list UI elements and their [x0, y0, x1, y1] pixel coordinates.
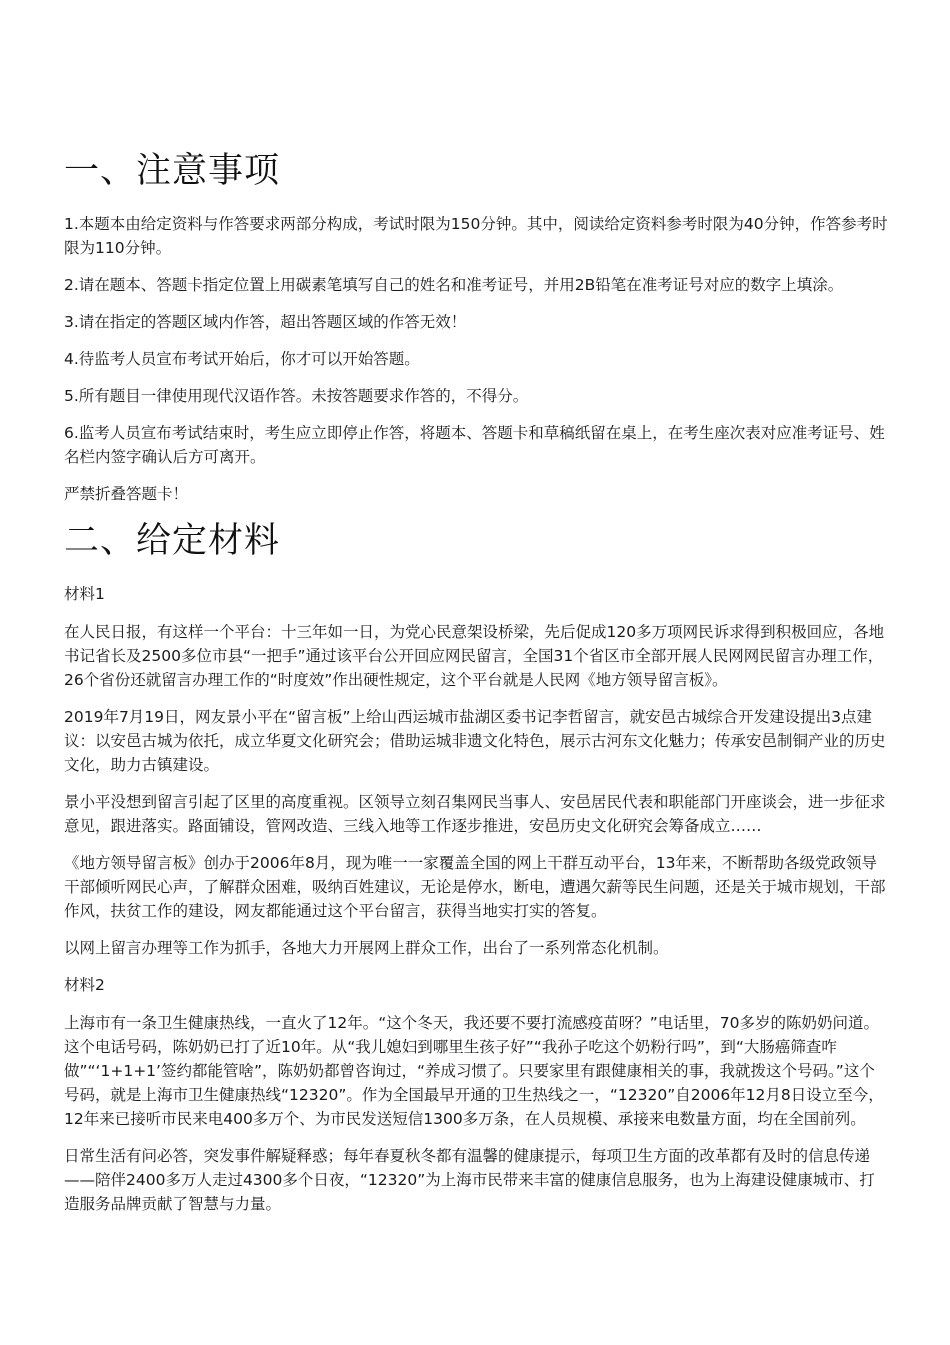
- section-title-materials: 二、给定材料: [64, 521, 281, 561]
- material-1-paragraph: 景小平没想到留言引起了区里的高度重视。区领导立刻召集网民当事人、安邑居民代表和职能部门开座谈会，进一步征求意见，跟进落实。路面铺设，管网改造、三线入地等工作逐步推进，安邑历史文化研究会筹备成立……: [64, 793, 886, 835]
- exam-page: [64, 150, 888, 1229]
- note-item-1: 1.本题本由给定资料与作答要求两部分构成，考试时限为150分钟。其中，阅读给定资料参考时限为40分钟，作答参考时限为110分钟。: [64, 215, 888, 257]
- note-item-2: 2.请在题本、答题卡指定位置上用碳素笔填写自己的姓名和准考证号，并用2B铅笔在准考证号对应的数字上填涂。: [64, 276, 844, 294]
- note-item-6: 6.监考人员宣布考试结束时，考生应立即停止作答，将题本、答题卡和草稿纸留在桌上，在考生座次表对应准考证号、姓名栏内签字确认后方可离开。: [64, 424, 885, 466]
- material-1-paragraph: 以网上留言办理等工作为抓手，各地大力开展网上群众工作，出台了一系列常态化机制。: [64, 939, 669, 957]
- material-2-label: 材料2: [64, 976, 105, 994]
- material-1-paragraph: 在人民日报，有这样一个平台：十三年如一日，为党心民意架设桥梁，先后促成120多万项网民诉求得到积极回应，各地书记省长及2500多位市县“一把手”通过该平台公开回应网民留言，全国31个省区市全部开展人民网网民留言办理工作，26个省份还就留言办理工作的“时度效”作出硬性规定，这个平台就是人民网《地方领导留言板》。: [64, 623, 885, 689]
- material-1-label: 材料1: [64, 585, 105, 603]
- section-title-notes: 一、注意事项: [64, 151, 281, 191]
- note-item-4: 4.待监考人员宣布考试开始后，你才可以开始答题。: [64, 350, 420, 368]
- material-2-paragraph: 上海市有一条卫生健康热线，一直火了12年。“这个冬天，我还要不要打流感疫苗呀？”电话里，70多岁的陈奶奶问道。这个电话号码，陈奶奶已打了近10年。从“我儿媳妇到哪里生孩子好”“我孙子吃这个奶粉行吗”，到“大肠癌筛查咋做”“‘1+1+1’签约都能管啥”，陈奶奶都曾咨询过，“养成习惯了。只要家里有跟健康相关的事，我就拨这个号码。”这个号码，就是上海市卫生健康热线“12320”。作为全国最早开通的卫生热线之一，“12320”自2006年12月8日设立至今，12年来已接听市民来电400多万个、为市民发送短信1300多万条，在人员规模、承接来电数量方面，均在全国前列。: [64, 1014, 884, 1128]
- material-1-paragraph: 2019年7月19日，网友景小平在“留言板”上给山西运城市盐湖区委书记李哲留言，就安邑古城综合开发建设提出3点建议：以安邑古城为依托，成立华夏文化研究会；借助运城非遗文化特色，展示古河东文化魅力；传承安邑制铜产业的历史文化，助力古镇建设。: [64, 708, 886, 774]
- note-item-5: 5.所有题目一律使用现代汉语作答。未按答题要求作答的，不得分。: [64, 387, 529, 405]
- material-2-paragraph: 日常生活有问必答，突发事件解疑释惑；每年春夏秋冬都有温馨的健康提示，每项卫生方面的改革都有及时的信息传递——陪伴2400多万人走过4300多个日夜，“12320”为上海市民带来丰富的健康信息服务，也为上海建设健康城市、打造服务品牌贡献了智慧与力量。: [64, 1147, 875, 1213]
- note-item-3: 3.请在指定的答题区域内作答，超出答题区域的作答无效！: [64, 313, 467, 331]
- note-warning: 严禁折叠答题卡！: [64, 485, 189, 503]
- material-1-paragraph: 《地方领导留言板》创办于2006年8月，现为唯一一家覆盖全国的网上干群互动平台，13年来，不断帮助各级党政领导干部倾听网民心声，了解群众困难，吸纳百姓建议，无论是停水，断电，遭遇欠薪等民生问题，还是关于城市规划，干部作风，扶贫工作的建设，网友都能通过这个平台留言，获得当地实打实的答复。: [64, 854, 886, 920]
